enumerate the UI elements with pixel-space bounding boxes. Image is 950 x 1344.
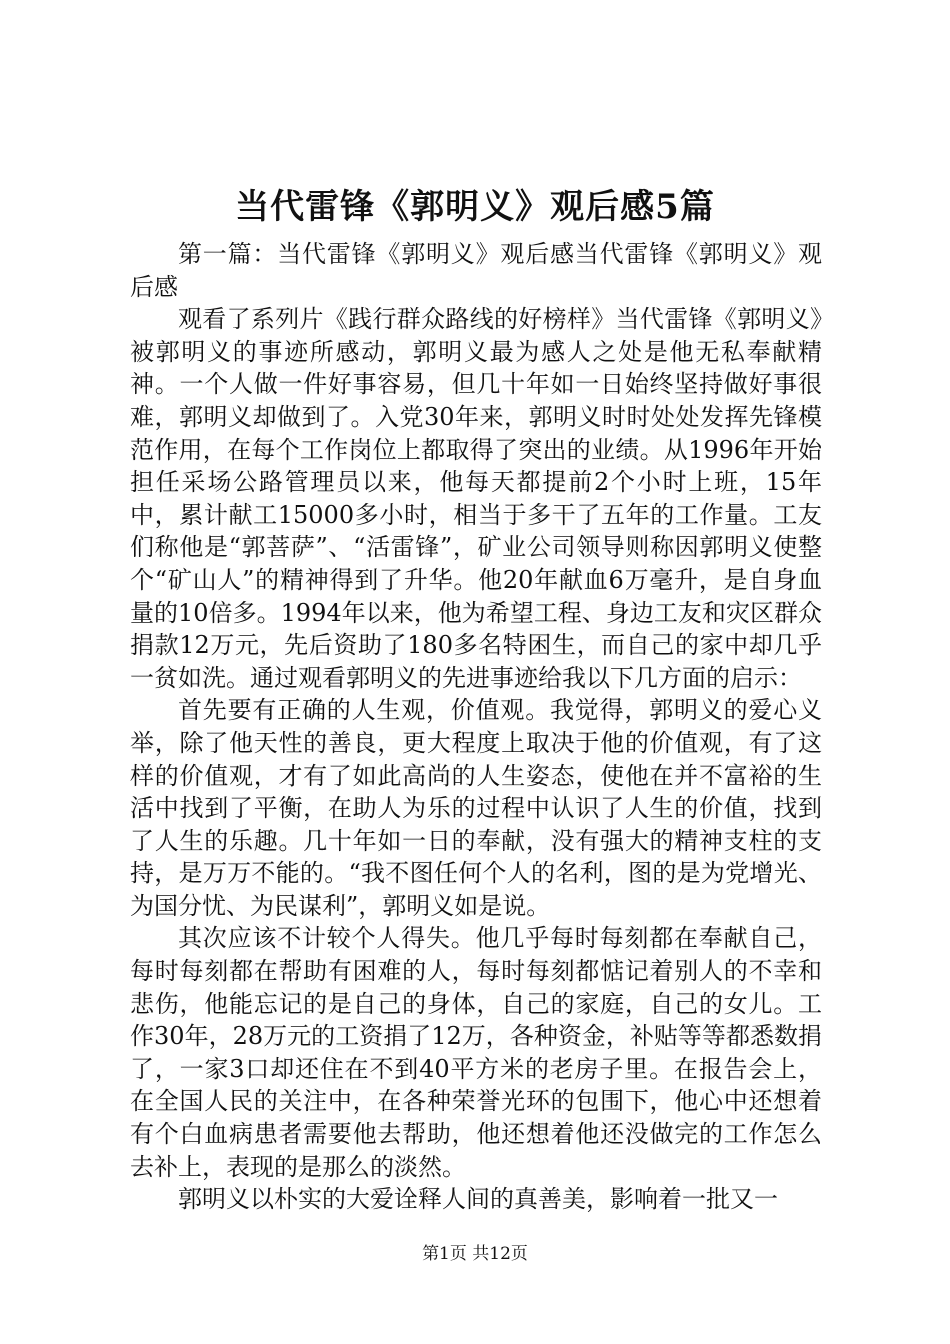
- paragraph: 首先要有正确的人生观，价值观。我觉得，郭明义的爱心义举，除了他天性的善良，更大程度上取决于他的价值观，有了这样的价值观，才有了如此高尚的人生姿态，使他在并不富裕的生活中找到了平衡，在助人为乐的过程中认识了人生的价值，找到了人生的乐趣。几十年如一日的奉献，没有强大的精神支柱的支持，是万万不能的。“我不图任何个人的名利，图的是为党增光、为国分忧、为民谋利”，郭明义如是说。: [130, 696, 822, 920]
- paragraph: 观看了系列片《践行群众路线的好榜样》当代雷锋《郭明义》被郭明义的事迹所感动，郭明义最为感人之处是他无私奉献精神。一个人做一件好事容易，但几十年如一日始终坚持做好事很难，郭明义却做到了。入党30年来，郭明义时时处处发挥先锋模范作用，在每个工作岗位上都取得了突出的业绩。从1996年开始担任采场公路管理员以来，他每天都提前2个小时上班，15年中，累计献工15000多小时，相当于多干了五年的工作量。工友们称他是“郭菩萨”、“活雷锋”，矿业公司领导则称因郭明义使整个“矿山人”的精神得到了升华。他20年献血6万毫升，是自身血量的10倍多。1994年以来，他为希望工程、身边工友和灾区群众捐款12万元，先后资助了180多名特困生，而自己的家中却几乎一贫如洗。通过观看郭明义的先进事迹给我以下几方面的启示：: [130, 305, 822, 692]
- paragraph-heading: 第一篇：当代雷锋《郭明义》观后感当代雷锋《郭明义》观后感: [130, 240, 822, 301]
- paragraph: 其次应该不计较个人得失。他几乎每时每刻都在奉献自己，每时每刻都在帮助有困难的人，每时每刻都惦记着别人的不幸和悲伤，他能忘记的是自己的身体，自己的家庭，自己的女儿。工作30年，28万元的工资捐了12万，各种资金，补贴等等都悉数捐了，一家3口却还住在不到40平方米的老房子里。在报告会上，在全国人民的关注中，在各种荣誉光环的包围下，他心中还想着有个白血病患者需要他去帮助，他还想着他还没做完的工作怎么去补上，表现的是那么的淡然。: [130, 924, 822, 1181]
- page-number-footer: 第1页 共12页: [422, 1244, 528, 1264]
- document-title: 当代雷锋《郭明义》观后感5篇: [235, 187, 715, 227]
- paragraph: 郭明义以朴实的大爱诠释人间的真善美，影响着一批又一: [178, 1185, 778, 1214]
- document-body: [130, 238, 822, 1216]
